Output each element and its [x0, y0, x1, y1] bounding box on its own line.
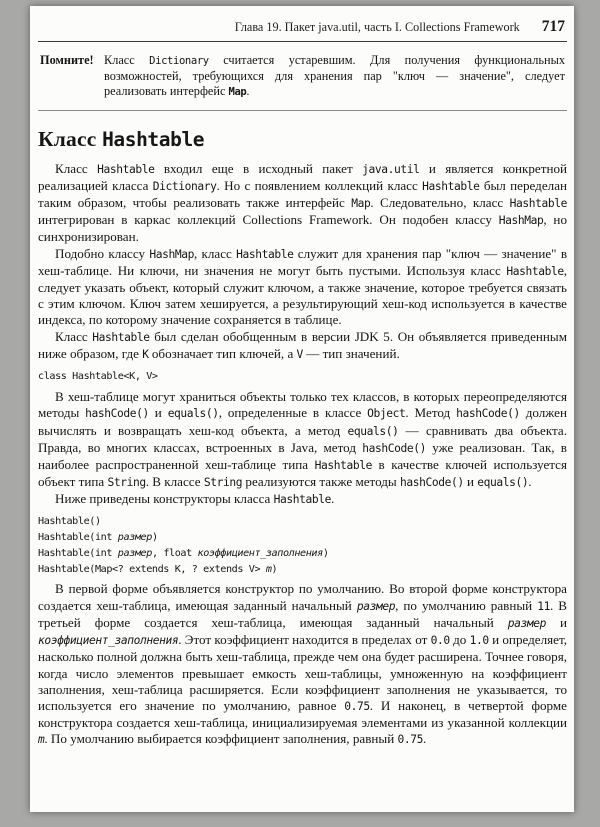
text-run: считается устаревшим. Для получения функциональных возможностей, требующихся для хранения пар "ключ — значение", следует реализовать интерфейс: [104, 53, 565, 99]
text-run: Map: [228, 86, 247, 99]
class-declaration-code: [38, 368, 567, 384]
text-run: String: [107, 476, 146, 490]
text-run: , float: [151, 548, 198, 560]
text-run: ): [322, 548, 329, 560]
text-run: Hashtable: [422, 179, 480, 193]
text-run: ): [271, 564, 278, 576]
text-run: до: [449, 632, 470, 648]
text-run: Hashtable(int: [38, 548, 118, 560]
text-run: . В третьей форме создается хеш-таблица, имеющая заданный начальный: [38, 597, 567, 630]
text-run: hashCode(): [85, 407, 149, 421]
text-run: .: [422, 731, 427, 747]
text-run: был переделан таким образом, чтобы реализовать также интерфейс: [38, 177, 568, 211]
text-run: Hashtable(int: [38, 531, 118, 543]
text-run: , следует указать объект, который служит ключом, а также значение, которое требуется связать с этим ключом. Ключ затем хешируется, а результирующий хеш-код используется в качестве индекса, по которому значение сохраняется в таблице.: [38, 262, 567, 328]
text-run: Hashtable(Map<? extends K, ? extends V>: [38, 564, 266, 576]
code-line: [38, 545, 567, 561]
text-run: hashCode(): [400, 476, 464, 490]
text-run: m: [38, 733, 45, 747]
text-run: .: [528, 474, 532, 490]
text-run: размер: [507, 616, 547, 630]
paragraph-3: [38, 329, 567, 363]
note-box: [38, 51, 567, 111]
text-run: коэффициент_заполнения: [38, 634, 179, 648]
text-run: — тип значений.: [302, 345, 400, 361]
code-line: [38, 561, 567, 577]
text-run: Hashtable: [92, 330, 150, 344]
paragraph-5: [38, 491, 567, 508]
text-run: должен вычислять и возвращать хеш-код объекта, а метод: [38, 405, 567, 438]
text-run: в качестве ключей используется объект типа: [38, 457, 567, 490]
text-run: . Следовательно, класс: [370, 195, 510, 211]
text-run: . В классе: [145, 474, 204, 490]
text-run: и является конкретной реализацией класса: [38, 160, 568, 193]
text-run: Object: [367, 407, 406, 421]
text-run: hashCode(): [362, 441, 426, 455]
text-run: 1.0: [469, 634, 489, 648]
text-run: 0.75: [344, 699, 370, 713]
text-run: В первой форме объявляется конструктор по умолчанию. Во второй форме конструктора создается хеш-таблица, имеющая заданный начальный: [38, 581, 567, 613]
text-run: K: [142, 347, 149, 361]
text-run: Hashtable: [506, 264, 564, 278]
text-run: equals(): [167, 407, 219, 421]
text-run: служит для хранения пар "ключ — значение" в хеш-таблице. Ни ключи, ни значения не могут быть пустыми. Используя класс: [38, 245, 567, 278]
text-run: коэффициент_заполнения: [197, 548, 323, 560]
text-run: реализуются также методы: [242, 474, 400, 490]
text-run: — сравнивать два объекта. Правда, во многих классах, встроенных в Java, метод: [38, 422, 567, 455]
text-run: . По умолчанию выбирается коэффициент заполнения, равный: [44, 731, 398, 747]
text-run: equals(): [477, 476, 529, 490]
note-text: [104, 53, 565, 101]
paragraph-2: [38, 246, 567, 329]
page-number: 717: [541, 18, 565, 35]
text-run: java.util: [362, 162, 420, 176]
text-run: Подобно классу: [55, 245, 150, 261]
code-line: [38, 513, 567, 529]
code-line: [38, 529, 567, 545]
text-run: , по умолчанию равный: [395, 597, 538, 613]
text-run: уже реализован. Так, в наиболее распространенной хеш-таблице типа: [38, 439, 567, 473]
text-run: Hashtable: [509, 197, 567, 211]
text-run: и определяет, насколько полной должна быть хеш-таблица, прежде чем она будет расширена. Точнее говоря, когда число элементов превышает емкость хеш-таблицы, умноженную на коэффициент заполнения, хеш-таблица расширяется. Если коэффициент заполнения не указывается, то используется его значение по умолчанию, равное: [38, 632, 567, 713]
text-run: интегрирован в каркас коллекций Collections Framework. Он подобен классу: [38, 212, 499, 228]
paragraph-6: [38, 581, 567, 748]
text-run: equals(): [347, 424, 399, 438]
text-run: Класс: [55, 160, 98, 176]
text-run: был сделан обобщенным в версии JDK 5. Он объявляется приведенным ниже образом, где: [38, 328, 567, 361]
text-run: hashCode(): [456, 407, 520, 421]
text-run: 0.0: [430, 634, 450, 648]
text-run: и: [546, 614, 568, 630]
section-heading: [38, 127, 567, 152]
running-head: [38, 18, 567, 42]
text-run: . Но с появлением коллекций класс: [216, 177, 423, 193]
text-run: Hashtable: [273, 493, 331, 507]
constructors-code-block: [38, 513, 567, 578]
text-run: Hashtable: [102, 127, 205, 151]
text-run: Hashtable: [236, 247, 294, 261]
chapter-title: Глава 19. Пакет java.util, часть I. Collections Framework: [234, 20, 520, 34]
text-run: размер: [117, 548, 152, 560]
text-run: В хеш-таблице могут храниться объекты только тех классов, в которых переопределяются методы: [38, 389, 567, 421]
text-run: Dictionary: [152, 179, 217, 193]
text-run: . Этот коэффициент находится в пределах от: [178, 632, 431, 648]
text-run: Hashtable(): [38, 515, 101, 527]
text-run: и: [148, 405, 168, 421]
text-run: 11: [537, 599, 550, 613]
paragraph-1: [38, 161, 567, 246]
text-run: Dictionary: [149, 55, 209, 67]
text-run: 0.75: [397, 733, 423, 747]
text-run: , определенные в классе: [218, 405, 368, 421]
text-run: class Hashtable<K, V>: [38, 371, 158, 383]
text-run: и: [463, 474, 478, 490]
text-run: String: [203, 476, 243, 490]
text-run: . И наконец, в четвертой форме конструктора создается хеш-таблица, инициализируемая элементами из указанной коллекции: [38, 697, 567, 731]
text-run: Ниже приведены конструкторы класса: [55, 491, 274, 507]
text-run: размер: [117, 531, 152, 543]
text-run: Hashtable: [314, 459, 372, 473]
text-run: HashMap: [498, 214, 544, 228]
text-run: Класс: [55, 328, 93, 344]
text-run: HashMap: [149, 247, 194, 261]
text-run: обозначает тип ключей, а: [148, 345, 297, 361]
paragraph-4: [38, 389, 567, 491]
text-run: , класс: [193, 245, 237, 261]
text-run: . Метод: [405, 405, 457, 421]
text-run: .: [330, 491, 335, 507]
text-run: размер: [356, 599, 396, 613]
text-run: Класс: [104, 53, 150, 67]
text-run: Map: [351, 197, 371, 211]
book-page: [30, 6, 574, 812]
text-run: m: [265, 564, 272, 576]
text-run: V: [296, 347, 303, 361]
text-run: ): [151, 531, 158, 543]
text-run: .: [246, 84, 250, 99]
note-label: Помните!: [40, 53, 94, 67]
text-run: Hashtable: [97, 162, 155, 176]
text-run: Класс: [38, 126, 103, 151]
text-run: , но синхронизирован.: [38, 212, 567, 245]
text-run: входил еще в исходный пакет: [154, 160, 363, 176]
